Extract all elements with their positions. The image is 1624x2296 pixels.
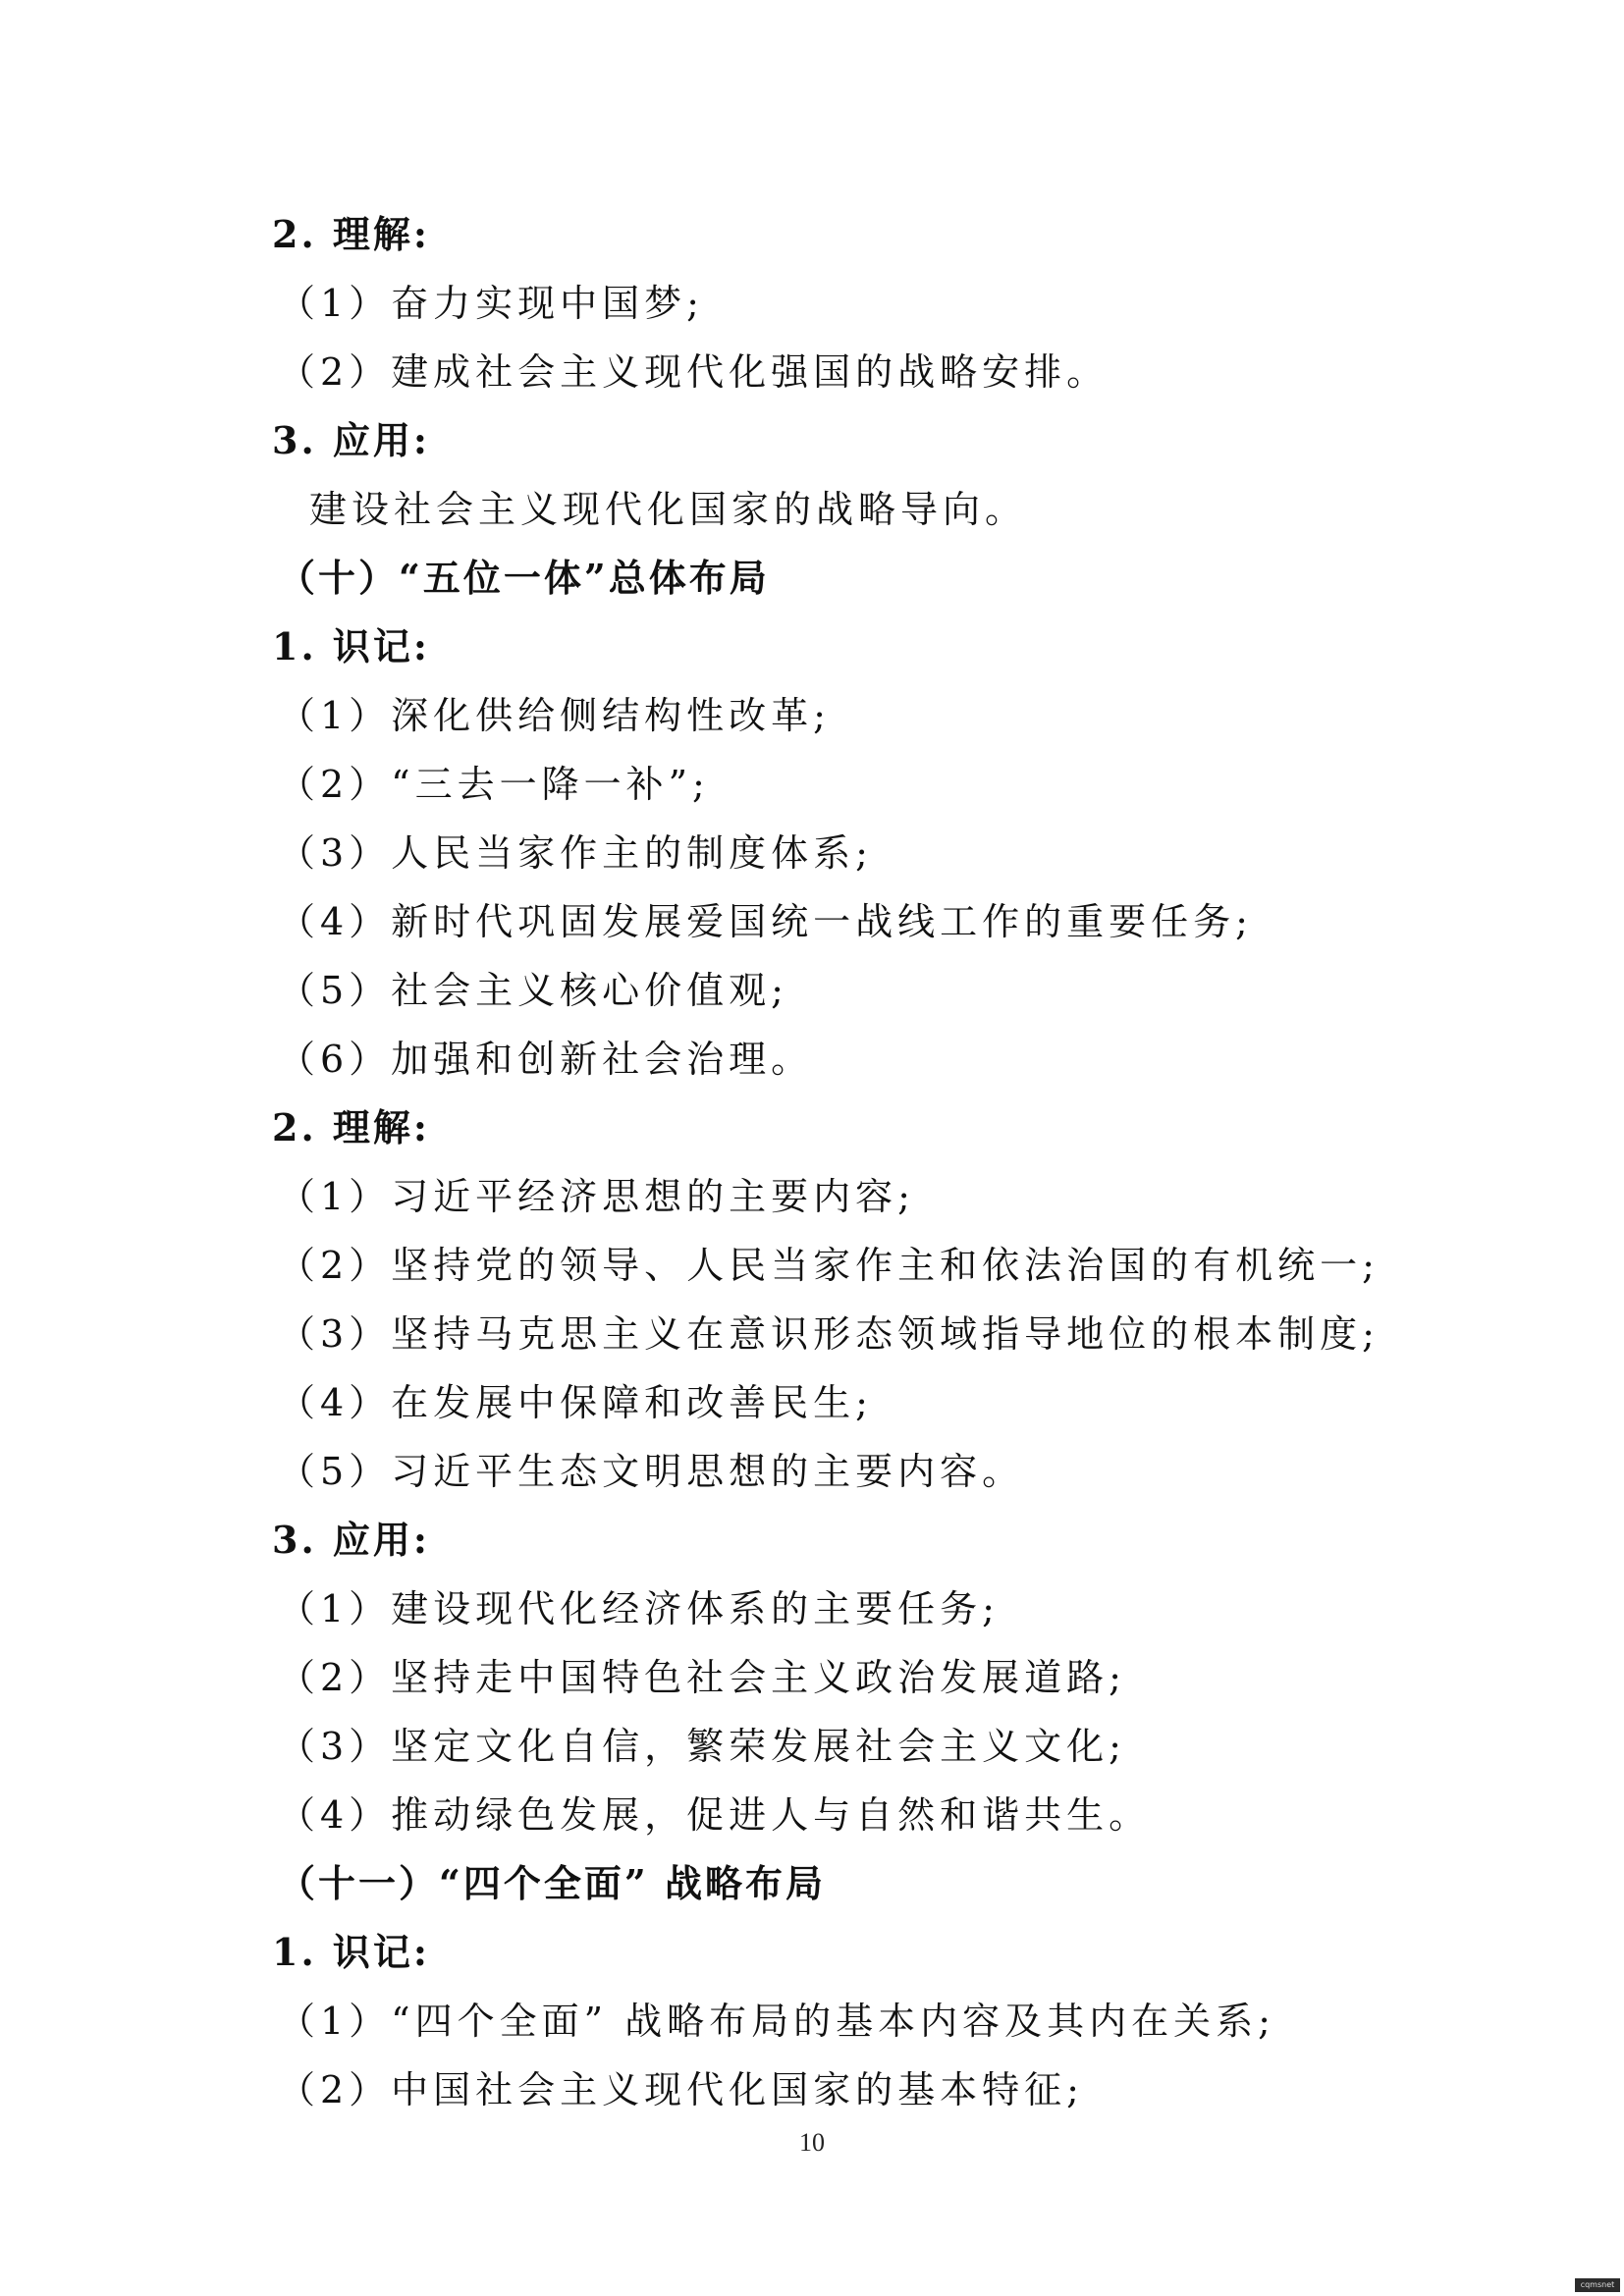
list-item: （3）人民当家作主的制度体系;: [278, 831, 873, 875]
section-heading: 3. 应用:: [272, 1518, 430, 1562]
list-item: （3）坚持马克思主义在意识形态领域指导地位的根本制度;: [278, 1312, 1380, 1356]
list-item: （1）建设现代化经济体系的主要任务;: [278, 1587, 1000, 1630]
section-heading: 2. 理解:: [272, 212, 430, 256]
paragraph: 建设社会主义现代化国家的战略导向。: [309, 488, 1028, 531]
list-item: （2）“三去一降一补”;: [278, 763, 710, 806]
list-item: （4）在发展中保障和改善民生;: [278, 1381, 873, 1424]
list-item: （1）深化供给侧结构性改革;: [278, 694, 831, 737]
list-item: （1）“四个全面” 战略布局的基本内容及其内在关系;: [278, 2000, 1275, 2043]
list-item: （2）中国社会主义现代化国家的基本特征;: [278, 2068, 1084, 2111]
section-heading: 1. 识记:: [272, 1930, 430, 1974]
list-item: （5）社会主义核心价值观;: [278, 969, 788, 1012]
chapter-heading: （十一）“四个全面” 战略布局: [278, 1861, 826, 1905]
list-item: （4）新时代巩固发展爱国统一战线工作的重要任务;: [278, 900, 1253, 943]
list-item: （2）坚持党的领导、人民当家作主和依法治国的有机统一;: [278, 1244, 1380, 1287]
section-heading: 1. 识记:: [272, 624, 430, 668]
list-item: （1）习近平经济思想的主要内容;: [278, 1175, 915, 1218]
list-item: （2）坚持走中国特色社会主义政治发展道路;: [278, 1656, 1126, 1699]
watermark-stamp: cqmsnet: [1575, 2278, 1620, 2292]
list-item: （1）奋力实现中国梦;: [278, 282, 704, 325]
section-heading: 3. 应用:: [272, 418, 430, 462]
page-number: 10: [799, 2128, 825, 2157]
section-heading: 2. 理解:: [272, 1105, 430, 1149]
list-item: （6）加强和创新社会治理。: [278, 1038, 814, 1081]
list-item: （5）习近平生态文明思想的主要内容。: [278, 1450, 1025, 1493]
chapter-heading: （十）“五位一体”总体布局: [278, 556, 770, 600]
list-item: （2）建成社会主义现代化强国的战略安排。: [278, 350, 1110, 394]
list-item: （4）推动绿色发展，促进人与自然和谐共生。: [278, 1793, 1152, 1837]
list-item: （3）坚定文化自信，繁荣发展社会主义文化;: [278, 1725, 1126, 1768]
